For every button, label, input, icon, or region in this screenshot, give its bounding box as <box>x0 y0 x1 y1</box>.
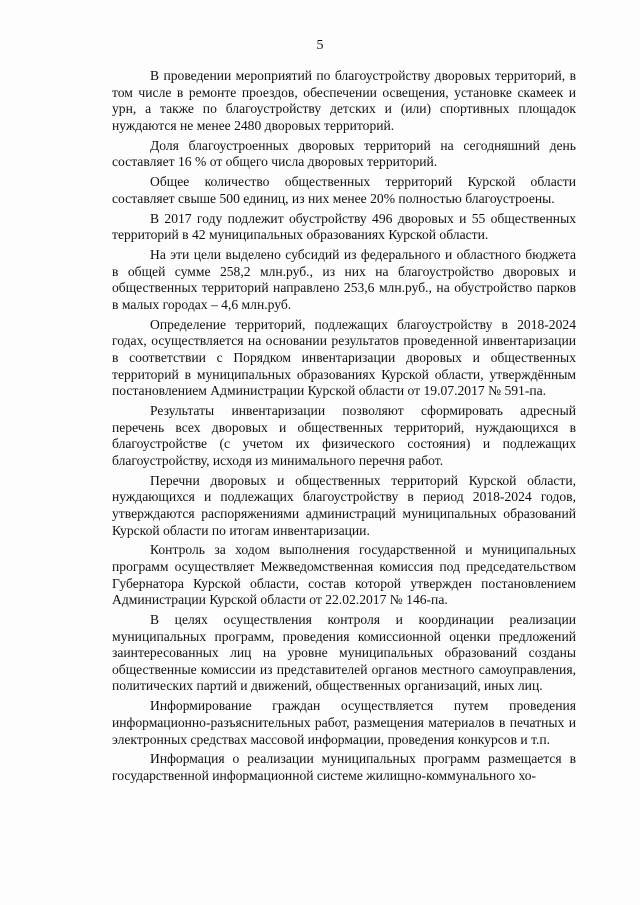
page-number: 5 <box>316 38 324 53</box>
paragraph: Перечни дворовых и общественных территорий Курской области, нуждающихся и подлежащих благоустройству в период 2018-2024 годов, утверждаются распоряжениями администраций муниципальных образований Курской области по итогам инвентаризации. <box>112 472 576 538</box>
paragraph: Общее количество общественных территорий Курской области составляет свыше 500 единиц, из них менее 20% полностью благоустроены. <box>112 174 576 206</box>
document-body <box>112 68 576 788</box>
paragraph: Информирование граждан осуществляется путем проведения информационно-разъяснительных работ, размещения материалов в печатных и электронных средствах массовой информации, проведения конкурсов и т.п. <box>112 698 576 747</box>
paragraph: Контроль за ходом выполнения государственной и муниципальных программ осуществляет Межведомственная комиссия под председательством Губернатора Курской области, состав которой утвержден постановлением Администрации Курской области от 22.02.2017 № 146-па. <box>112 542 576 608</box>
paragraph: Определение территорий, подлежащих благоустройству в 2018-2024 годах, осуществляется на основании результатов проведенной инвентаризации в соответствии с Порядком инвентаризации дворовых и общественных территорий в муниципальных образованиях Курской области, утверждённым постановлением Администрации Курской области от 19.07.2017 № 591-па. <box>112 316 576 399</box>
paragraph: Результаты инвентаризации позволяют сформировать адресный перечень всех дворовых и общественных территорий, нуждающихся в благоустройстве (с учетом их физического состояния) и подлежащих благоустройству, исходя из минимального перечня работ. <box>112 403 576 468</box>
paragraph: Доля благоустроенных дворовых территорий на сегодняшний день составляет 16 % от общего числа дворовых территорий. <box>112 137 576 170</box>
paragraph: В 2017 году подлежит обустройству 496 дворовых и 55 общественных территорий в 42 муниципальных образованиях Курской области. <box>112 210 576 243</box>
paragraph: В проведении мероприятий по благоустройству дворовых территорий, в том числе в ремонте проездов, обеспечении освещения, установке скамеек и урн, а также по благоустройству детских и (или) спортивных площадок нуждаются не менее 2480 дворовых территорий. <box>112 68 576 133</box>
paragraph: В целях осуществления контроля и координации реализации муниципальных программ, проведения комиссионной оценки предложений заинтересованных лиц на уровне муниципальных образований созданы общественные комиссии из представителей органов местного самоуправления, политических партий и движений, общественных организаций, иных лиц. <box>112 612 576 694</box>
paragraph: Информация о реализации муниципальных программ размещается в государственной информационной системе жилищно-коммунального хо- <box>112 751 576 784</box>
paragraph: На эти цели выделено субсидий из федерального и областного бюджета в общей сумме 258,2 млн.руб., из них на благоустройство дворовых и общественных территорий направлено 253,6 млн.руб., на обустройство парков в малых городах – 4,6 млн.руб. <box>112 247 576 312</box>
